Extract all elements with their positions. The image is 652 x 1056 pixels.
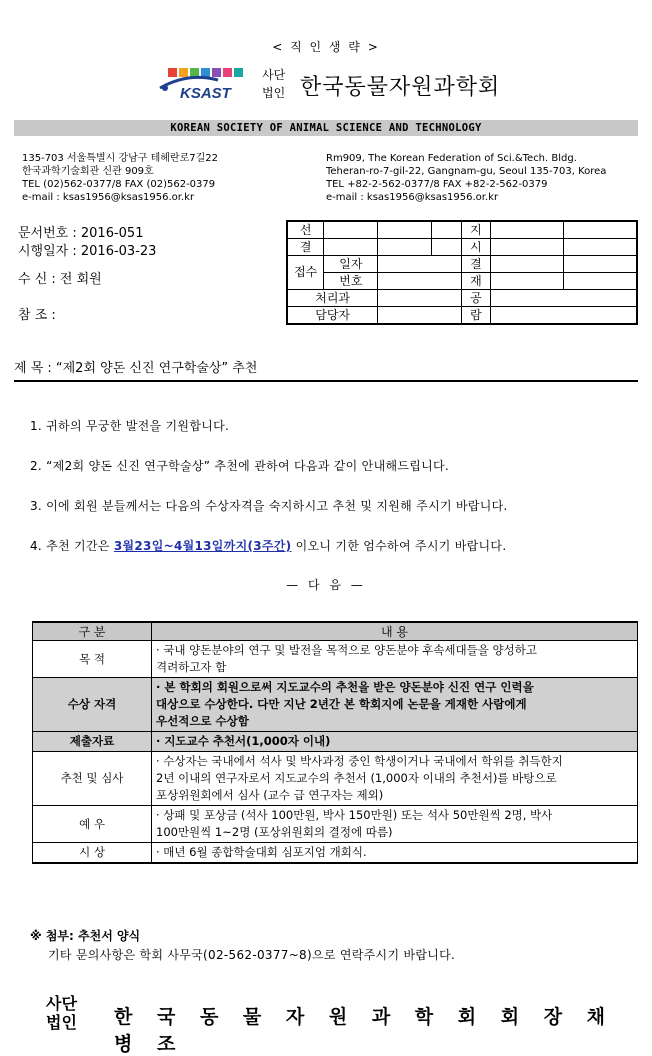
approval-cheorigwa: 처리과 [287, 290, 378, 307]
table-row-ceremony: 시 상 · 매년 6월 종합학술대회 심포지엄 개회식. [33, 843, 638, 864]
approval-gong: 공 [462, 290, 491, 307]
nomination-period: 3월23일~4월13일까지(3주간) [113, 539, 292, 553]
subject: 제 목 : “제2회 양돈 신진 연구학술상” 추천 [14, 361, 258, 376]
english-name-banner: KOREAN SOCIETY OF ANIMAL SCIENCE AND TECHNOLOGY [14, 120, 638, 136]
approval-gyeol2: 결 [462, 256, 491, 273]
recipient: 수 신 : 전 회원 [18, 272, 102, 287]
paragraph-3: 3. 이에 회원 분들께서는 다음의 수상자격을 숙지하시고 추천 및 지원해 주시기 바랍니다. [30, 499, 508, 513]
table-header-category: 구 분 [33, 622, 152, 641]
approval-seon: 선 [287, 221, 324, 239]
document-number: 문서번호 : 2016-051 [18, 226, 144, 241]
reference: 참 조 : [18, 308, 56, 323]
paragraph-1: 1. 귀하의 무궁한 발전을 기원합니다. [30, 419, 230, 433]
approval-damdangja: 담당자 [287, 307, 378, 325]
approval-beonho: 번호 [324, 273, 378, 290]
following-marker: — 다 음 — [286, 578, 366, 592]
ksast-logo [158, 66, 250, 102]
table-row-submission: 제출자료 · 지도교수 추천서(1,000자 이내) [33, 732, 638, 752]
attachment-note: ※ 첨부: 추천서 양식 [30, 929, 141, 943]
table-row-nomination-review: 추천 및 심사 · 수상자는 국내에서 석사 및 박사과정 중인 학생이거나 국내에서 학위를 취득한지 2년 이내의 연구자로서 지도교수의 추천서 (1,000자 이내의 추천서)를 바탕으로 포상위원회에서 심사 (교수 급 연구자는 제외) [33, 752, 638, 806]
approval-gyeol: 결 [287, 239, 324, 256]
subject-divider [14, 380, 638, 382]
logo-text: KSAST [180, 85, 231, 102]
table-row-reward: 예 우 · 상패 및 포상금 (석사 100만원, 박사 150만원) 또는 석사 50만원씩 2명, 박사 100만원씩 1~2명 (포상위원회의 결정에 따름) [33, 806, 638, 843]
award-info-table [32, 621, 638, 864]
table-header-content: 내 용 [152, 622, 638, 641]
address-english: Rm909, The Korean Federation of Sci.&Tech. Bldg. Teheran-ro-7-gil-22, Gangnam-gu, Seoul 135-703, Korea TEL +82-2-562-0377/8 FAX +82-2-562-0379 e-mail : ksas1956@ksas1956.or.kr [326, 153, 607, 203]
contact-note: 기타 문의사항은 학회 사무국(02-562-0377~8)으로 연락주시기 바랍니다. [48, 948, 456, 962]
approval-ji: 지 [462, 221, 491, 239]
paragraph-2: 2. “제2회 양돈 신진 연구학술상” 추천에 관하여 다음과 같이 안내해드립니다. [30, 459, 450, 473]
table-row-purpose: 목 적 · 국내 양돈분야의 연구 및 발전을 목적으로 양돈분야 후속세대들을 양성하고 격려하고자 함 [33, 641, 638, 678]
seal-omitted-note: < 직 인 생 략 > [272, 40, 380, 54]
signature-corporation-type: 사단 법인 [46, 994, 77, 1032]
approval-jeopsu: 접수 [287, 256, 324, 290]
paragraph-4: 4. 추천 기간은 3월23일~4월13일까지(3주간) 이오니 기한 엄수하여 주시기 바랍니다. [30, 539, 507, 553]
approval-si: 시 [462, 239, 491, 256]
approval-box [286, 220, 638, 325]
approval-ilja: 일자 [324, 256, 378, 273]
approval-ram: 람 [462, 307, 491, 325]
address-korean: 135-703 서울특별시 강남구 테헤란로7길22 한국과학기술회관 신관 909호 TEL (02)562-0377/8 FAX (02)562-0379 e-mail : ksas1956@ksas1956.or.kr [22, 153, 218, 203]
approval-jae: 재 [462, 273, 491, 290]
organization-name: 한국동물자원과학회 [300, 75, 501, 100]
signature-president: 한 국 동 물 자 원 과 학 회 회 장 채 병 조 [114, 1006, 615, 1055]
corporation-type: 사단 법인 [262, 68, 286, 100]
issue-date: 시행일자 : 2016-03-23 [18, 244, 157, 259]
table-row-eligibility: 수상 자격 · 본 학회의 회원으로써 지도교수의 추천을 받은 양돈분야 신진 연구 인력을 대상으로 수상한다. 다만 지난 2년간 본 학회지에 논문을 게재한 사람에게 우선적으로 수상함 [33, 678, 638, 732]
